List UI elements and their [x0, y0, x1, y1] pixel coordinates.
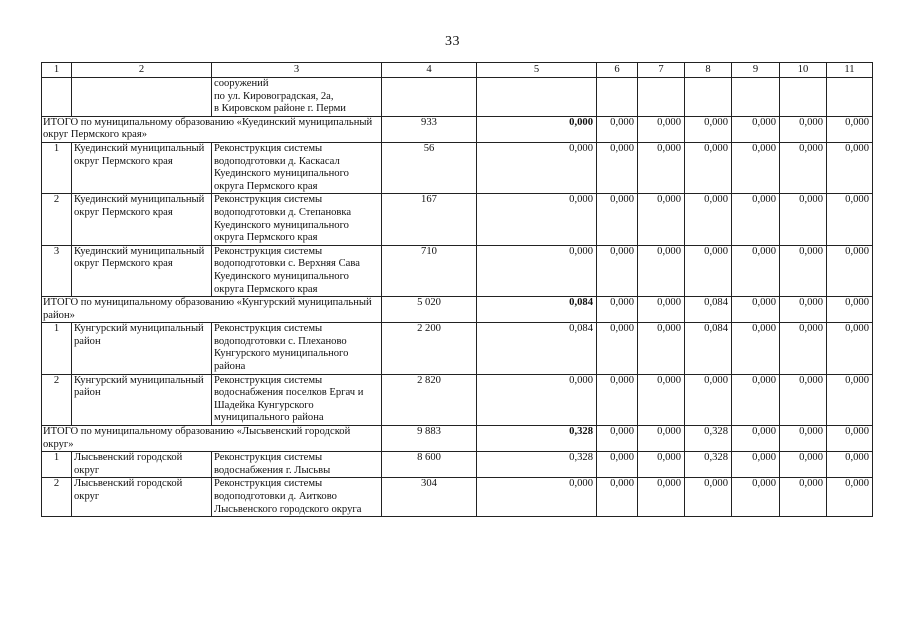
col-header: 5: [477, 63, 597, 78]
cell-project: Реконструкция системы водоподготовки д. Аитково Лысьвенского городского округа: [212, 478, 382, 517]
total-row: [42, 116, 873, 142]
cell-municipality: Куединский муниципальный округ Пермского края: [72, 194, 212, 245]
cell-value: 0,000: [827, 142, 873, 193]
cell-value: 8 600: [382, 452, 477, 478]
item-row: [42, 142, 873, 193]
cell-value: 0,000: [780, 245, 827, 296]
total-label: ИТОГО по муниципальному образованию «Куединский муниципальный округ Пермского края»: [42, 116, 382, 142]
cell-value: 0,000: [732, 116, 780, 142]
cell-value: 0,000: [638, 452, 685, 478]
cell-municipality: Куединский муниципальный округ Пермского края: [72, 142, 212, 193]
investment-table: [41, 62, 873, 517]
cell-value: 0,000: [638, 478, 685, 517]
cell-project: Реконструкция системы водоснабжения г. Лысьвы: [212, 452, 382, 478]
cell-value: 0,000: [780, 426, 827, 452]
cell-value: 2 200: [382, 323, 477, 374]
cell-value: 0,000: [638, 245, 685, 296]
cell-value: 0,000: [780, 478, 827, 517]
total-label: ИТОГО по муниципальному образованию «Кунгурский муниципальный район»: [42, 297, 382, 323]
cell-value: [827, 78, 873, 117]
cell-value: [477, 78, 597, 117]
cell-value: [597, 78, 638, 117]
cell-value: 0,000: [597, 426, 638, 452]
cell-value: 0,000: [827, 374, 873, 425]
cell-value: [685, 78, 732, 117]
cell-value: 0,000: [780, 297, 827, 323]
cell-value: 0,000: [827, 478, 873, 517]
cell-value: 0,000: [732, 194, 780, 245]
total-row: [42, 426, 873, 452]
continuation-row: [42, 78, 873, 117]
item-row: [42, 194, 873, 245]
cell-value: 0,000: [827, 323, 873, 374]
col-header: 3: [212, 63, 382, 78]
item-row: [42, 478, 873, 517]
item-row: [42, 245, 873, 296]
cell-value: [382, 78, 477, 117]
total-label: ИТОГО по муниципальному образованию «Лысьвенский городской округ»: [42, 426, 382, 452]
cell-value: [780, 78, 827, 117]
cell-value: 0,000: [780, 116, 827, 142]
cell-num: 1: [42, 323, 72, 374]
cell-municipality: Лысьвенский городской округ: [72, 452, 212, 478]
cell-value: 0,000: [638, 374, 685, 425]
cell-value: 0,000: [597, 323, 638, 374]
cell-value: 0,000: [477, 116, 597, 142]
cell-value: 0,000: [732, 142, 780, 193]
cell-value: 0,084: [477, 297, 597, 323]
cell-value: 0,000: [780, 142, 827, 193]
cell-value: [638, 78, 685, 117]
cell-value: 0,084: [477, 323, 597, 374]
cell-value: 0,000: [597, 142, 638, 193]
cell-value: 0,000: [827, 194, 873, 245]
cell-value: 0,000: [597, 452, 638, 478]
cell-value: [732, 78, 780, 117]
col-header: 9: [732, 63, 780, 78]
cell-value: 0,328: [685, 452, 732, 478]
cell-project: Реконструкция системы водоподготовки с. Плеханово Кунгурского муниципального района: [212, 323, 382, 374]
cell-value: 0,000: [732, 478, 780, 517]
cell-num: 2: [42, 374, 72, 425]
cell-value: 933: [382, 116, 477, 142]
cell-project: Реконструкция системы водоподготовки д. Степановка Куединского муниципального округа Пермского края: [212, 194, 382, 245]
cell-value: 0,000: [638, 116, 685, 142]
cell-value: 0,000: [732, 426, 780, 452]
cell-municipality: Куединский муниципальный округ Пермского края: [72, 245, 212, 296]
cell-num: 2: [42, 194, 72, 245]
item-row: [42, 323, 873, 374]
col-header: 1: [42, 63, 72, 78]
cell-value: 0,000: [780, 452, 827, 478]
cell-value: 0,000: [827, 426, 873, 452]
cell-value: 0,328: [477, 426, 597, 452]
cell-municipality: Лысьвенский городской округ: [72, 478, 212, 517]
cell-project: Реконструкция системы водоподготовки с. Верхняя Сава Куединского муниципального округа Пермского края: [212, 245, 382, 296]
cell-project: Реконструкция системы водоподготовки д. Каскасал Куединского муниципального округа Пермского края: [212, 142, 382, 193]
item-row: [42, 374, 873, 425]
cell-project: Реконструкция системы водоснабжения поселков Ергач и Шадейка Кунгурского муниципального района: [212, 374, 382, 425]
cell-value: 0,000: [638, 297, 685, 323]
cell-project: сооружений по ул. Кировоградская, 2а, в Кировском районе г. Перми: [212, 78, 382, 117]
cell-value: 0,000: [597, 297, 638, 323]
cell-municipality: Кунгурский муниципальный район: [72, 374, 212, 425]
cell-value: 0,000: [597, 245, 638, 296]
cell-value: 0,000: [685, 374, 732, 425]
item-row: [42, 452, 873, 478]
cell-value: 5 020: [382, 297, 477, 323]
cell-value: 0,000: [477, 374, 597, 425]
cell-num: [42, 78, 72, 117]
cell-value: 0,000: [638, 194, 685, 245]
cell-value: 0,000: [477, 245, 597, 296]
col-header: 8: [685, 63, 732, 78]
cell-value: 0,000: [780, 323, 827, 374]
cell-value: 0,000: [732, 323, 780, 374]
cell-municipality: [72, 78, 212, 117]
cell-value: 0,000: [827, 116, 873, 142]
cell-value: 56: [382, 142, 477, 193]
cell-num: 2: [42, 478, 72, 517]
cell-value: 0,000: [732, 452, 780, 478]
cell-value: 0,000: [597, 478, 638, 517]
col-header: 6: [597, 63, 638, 78]
cell-value: 0,000: [732, 297, 780, 323]
cell-value: 0,000: [685, 478, 732, 517]
cell-value: 0,000: [827, 297, 873, 323]
cell-value: 0,000: [597, 194, 638, 245]
column-number-row: [42, 63, 873, 78]
cell-value: 0,084: [685, 297, 732, 323]
col-header: 4: [382, 63, 477, 78]
cell-value: 0,000: [638, 323, 685, 374]
cell-value: 0,000: [685, 245, 732, 296]
page-number: 33: [445, 34, 460, 49]
cell-value: 0,000: [477, 142, 597, 193]
cell-value: 0,000: [827, 245, 873, 296]
cell-value: 0,000: [597, 374, 638, 425]
cell-value: 167: [382, 194, 477, 245]
cell-value: 0,328: [685, 426, 732, 452]
cell-value: 710: [382, 245, 477, 296]
cell-municipality: Кунгурский муниципальный район: [72, 323, 212, 374]
cell-value: 0,084: [685, 323, 732, 374]
total-row: [42, 297, 873, 323]
cell-value: 0,000: [638, 142, 685, 193]
col-header: 7: [638, 63, 685, 78]
cell-value: 0,328: [477, 452, 597, 478]
cell-value: 0,000: [685, 142, 732, 193]
cell-value: 304: [382, 478, 477, 517]
cell-value: 0,000: [732, 374, 780, 425]
cell-value: 0,000: [685, 116, 732, 142]
cell-value: 0,000: [780, 374, 827, 425]
cell-value: 2 820: [382, 374, 477, 425]
cell-value: 9 883: [382, 426, 477, 452]
cell-value: 0,000: [477, 478, 597, 517]
cell-num: 1: [42, 142, 72, 193]
col-header: 11: [827, 63, 873, 78]
cell-value: 0,000: [780, 194, 827, 245]
cell-num: 3: [42, 245, 72, 296]
cell-num: 1: [42, 452, 72, 478]
cell-value: 0,000: [597, 116, 638, 142]
cell-value: 0,000: [685, 194, 732, 245]
cell-value: 0,000: [827, 452, 873, 478]
cell-value: 0,000: [638, 426, 685, 452]
col-header: 2: [72, 63, 212, 78]
cell-value: 0,000: [732, 245, 780, 296]
col-header: 10: [780, 63, 827, 78]
cell-value: 0,000: [477, 194, 597, 245]
